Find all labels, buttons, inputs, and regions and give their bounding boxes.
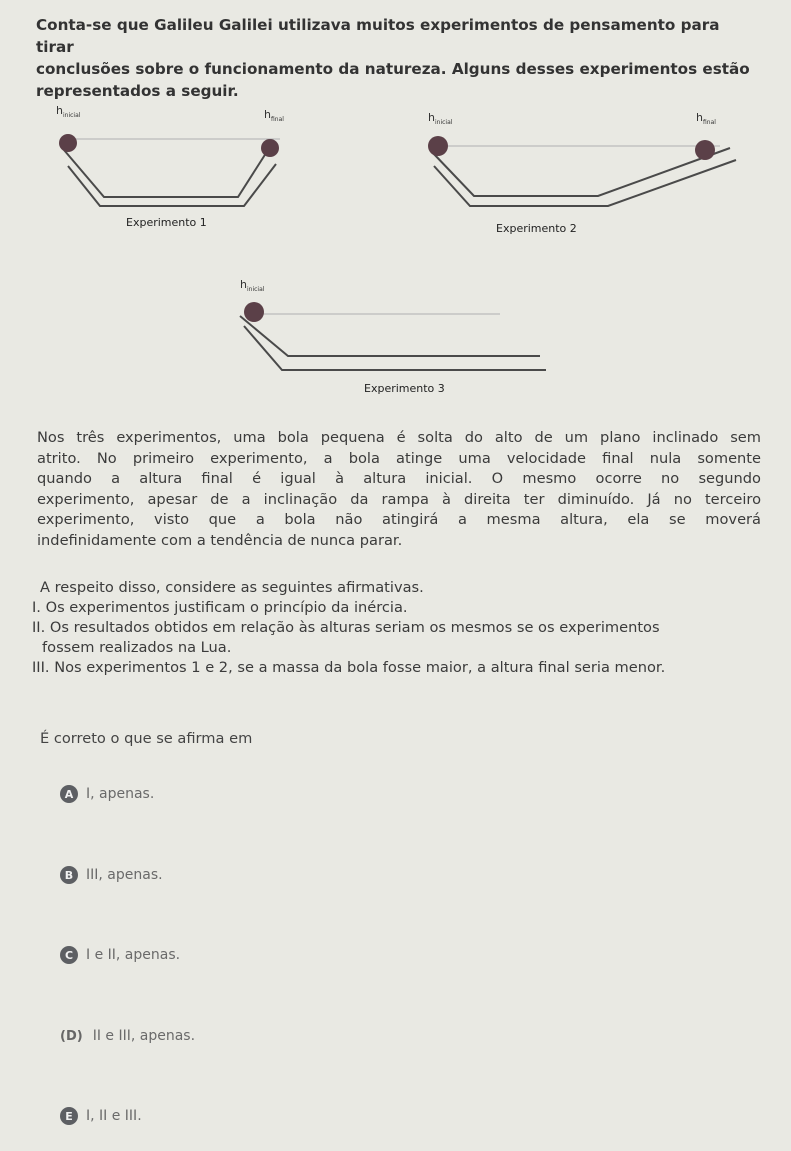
statement-item-continuation: fossem realizados na Lua. xyxy=(42,639,232,656)
paragraph-line: quando a altura final é igual à altura inicial. O mesmo ocorre no segundo xyxy=(37,470,761,487)
option-letter: B xyxy=(60,866,78,884)
paragraph-line: Nos três experimentos, uma bola pequena é solta do alto de um plano inclinado sem xyxy=(37,429,761,446)
option-b[interactable] xyxy=(60,866,163,884)
experiment-2 xyxy=(428,111,736,235)
paragraph-line: indefinidamente com a tendência de nunca parar. xyxy=(37,531,403,549)
statements-lead: A respeito disso, considere as seguintes afirmativas. xyxy=(40,579,424,596)
ramp-2-inner xyxy=(434,160,736,206)
ramp-3-inner xyxy=(244,326,546,370)
option-d[interactable] xyxy=(60,1027,195,1045)
intro-line: Conta-se que Galileu Galilei utilizava muitos experimentos de pensamento para tirar xyxy=(36,16,720,56)
experiments-diagram xyxy=(0,0,791,420)
ball-icon xyxy=(261,139,279,157)
question-prompt: É correto o que se afirma em xyxy=(40,730,253,747)
option-text: I e II, apenas. xyxy=(86,947,181,963)
intro-line: representados a seguir. xyxy=(36,82,239,100)
paragraph-line: atrito. No primeiro experimento, a bola atinge uma velocidade final nula somente xyxy=(37,449,761,467)
ball-icon xyxy=(695,140,715,160)
ball-icon xyxy=(428,136,448,156)
ramp-2-outer xyxy=(432,148,730,196)
intro-line: conclusões sobre o funcionamento da natureza. Alguns desses experimentos estão xyxy=(36,60,750,78)
option-letter: E xyxy=(60,1107,78,1125)
ramp-1-outer xyxy=(64,150,268,197)
paragraph-line: experimento, visto que a bola não atingirá a mesma altura, ela se moverá xyxy=(37,511,761,528)
ball-icon xyxy=(244,302,264,322)
statements xyxy=(32,578,762,678)
h-initial-label: $h_{inicial}$ xyxy=(240,278,265,293)
option-a[interactable] xyxy=(60,785,154,803)
h-initial-label: $h_{inicial}$ xyxy=(428,111,453,126)
h-final-label: $h_{final}$ xyxy=(696,111,716,126)
experiment-3-caption: Experimento 3 xyxy=(364,382,445,395)
option-c[interactable] xyxy=(60,946,180,964)
experiment-2-caption: Experimento 2 xyxy=(496,222,577,235)
option-text: I, apenas. xyxy=(86,786,155,802)
h-final-label: $h_{final}$ xyxy=(264,108,284,123)
option-e[interactable] xyxy=(60,1107,142,1125)
ramp-3-outer xyxy=(240,316,540,356)
statement-item: I. Os experimentos justificam o princípio da inércia. xyxy=(32,599,408,616)
ball-icon xyxy=(59,134,77,152)
option-letter: A xyxy=(60,785,78,803)
option-text: III, apenas. xyxy=(86,867,163,883)
experiment-1 xyxy=(56,104,284,229)
option-text: II e III, apenas. xyxy=(92,1028,196,1044)
h-initial-label: $h_{inicial}$ xyxy=(56,104,81,119)
explanation-paragraph xyxy=(37,428,761,551)
option-letter: (D) xyxy=(60,1028,83,1044)
statement-item: II. Os resultados obtidos em relação às alturas seriam os mesmos se os experimentos xyxy=(32,619,660,636)
experiment-3 xyxy=(240,278,546,395)
experiment-1-caption: Experimento 1 xyxy=(126,216,207,229)
statement-item: III. Nos experimentos 1 e 2, se a massa da bola fosse maior, a altura final seria menor. xyxy=(32,659,666,676)
option-text: I, II e III. xyxy=(86,1108,142,1124)
option-letter: C xyxy=(60,946,78,964)
paragraph-line: experimento, apesar de a inclinação da rampa à direita ter diminuído. Já no terceiro xyxy=(37,490,761,508)
